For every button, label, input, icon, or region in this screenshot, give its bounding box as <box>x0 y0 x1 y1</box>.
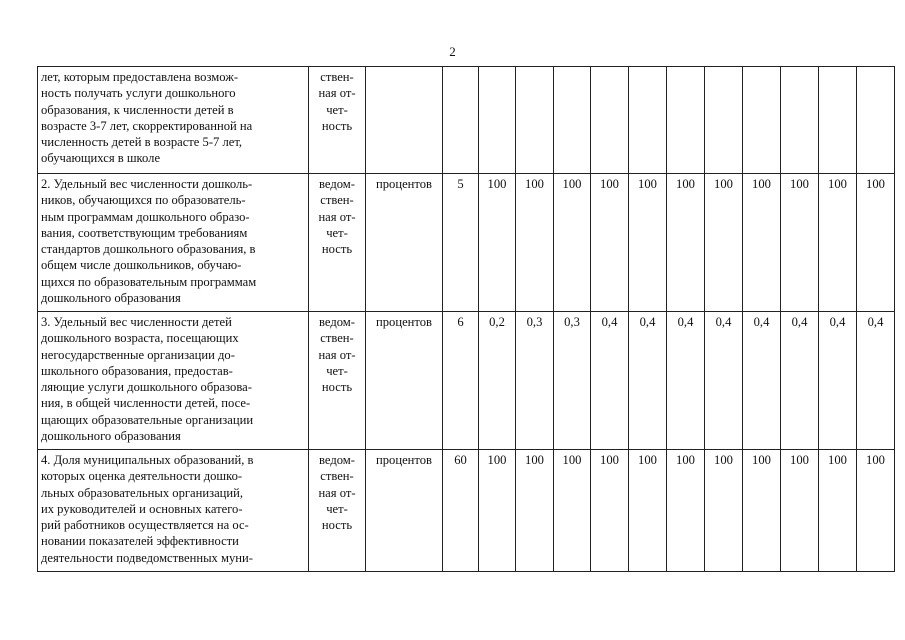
description-line: вания, соответствующим требованиям <box>41 225 248 240</box>
value-cell: 100 <box>781 174 819 312</box>
value-cell: 0,4 <box>591 312 629 450</box>
description-line: деятельности подведомственных муни- <box>41 550 253 565</box>
description-line: школьного образования, предостав- <box>41 363 233 378</box>
source-line: чет- <box>326 225 348 240</box>
source-line: ная от- <box>318 209 356 224</box>
source-line: ность <box>321 518 353 533</box>
source-line: ность <box>321 380 353 395</box>
value-cell <box>629 67 667 174</box>
description-line: новании показателей эффективности <box>41 534 239 549</box>
description-line: образования, к численности детей в <box>41 102 234 117</box>
source-line: ведом- <box>319 453 355 467</box>
value-cell: 100 <box>591 450 629 572</box>
value-cell <box>591 67 629 174</box>
source-line: ствен- <box>320 193 354 208</box>
value-cell: 100 <box>705 174 743 312</box>
source-line: чет- <box>326 363 348 378</box>
description-line: негосударственные организации до- <box>41 347 235 362</box>
indicator-description-cell <box>38 174 309 312</box>
value-cell <box>857 67 895 174</box>
source-line: ная от- <box>318 347 356 362</box>
description-line: дошкольного возраста, посещающих <box>41 331 239 346</box>
value-cell: 0,4 <box>743 312 781 450</box>
value-cell <box>479 67 516 174</box>
value-cell <box>743 67 781 174</box>
indicator-description-cell <box>38 312 309 450</box>
value-cell: 100 <box>591 174 629 312</box>
table-row <box>38 312 895 450</box>
description-line: ников, обучающихся по образователь- <box>41 193 246 208</box>
indicator-description-cell <box>38 67 309 174</box>
source-line: ность <box>321 118 353 133</box>
data-source-cell <box>309 67 366 174</box>
description-line: общем числе дошкольников, обучаю- <box>41 258 242 273</box>
value-cell: 0,4 <box>629 312 667 450</box>
unit-cell: процентов <box>366 174 443 312</box>
value-cell: 5 <box>443 174 479 312</box>
data-source-cell <box>309 450 366 572</box>
value-cell: 100 <box>667 174 705 312</box>
unit-cell: процентов <box>366 312 443 450</box>
description-line: дошкольного образования <box>41 429 181 444</box>
value-cell: 6 <box>443 312 479 450</box>
description-line: стандартов дошкольного образования, в <box>41 242 256 257</box>
value-cell: 0,4 <box>781 312 819 450</box>
source-line: ведом- <box>319 315 355 329</box>
description-line: 4. Доля муниципальных образований, в <box>41 453 254 467</box>
value-cell: 100 <box>667 450 705 572</box>
data-source-cell <box>309 312 366 450</box>
description-line: ным программам дошкольного образо- <box>41 209 250 224</box>
unit-cell <box>366 67 443 174</box>
value-cell: 100 <box>554 450 591 572</box>
value-cell: 100 <box>479 450 516 572</box>
description-line: щающих образовательные организации <box>41 412 254 427</box>
indicator-description-cell <box>38 450 309 572</box>
description-line: щихся по образовательным программам <box>41 274 257 289</box>
value-cell: 0,4 <box>667 312 705 450</box>
table-row <box>38 174 895 312</box>
value-cell <box>554 67 591 174</box>
description-line: их руководителей и основных катего- <box>41 501 243 516</box>
value-cell: 60 <box>443 450 479 572</box>
value-cell: 100 <box>516 174 554 312</box>
source-line: ная от- <box>318 485 356 500</box>
description-line: которых оценка деятельности дошко- <box>41 469 243 484</box>
value-cell: 100 <box>857 450 895 572</box>
source-line: ность <box>321 242 353 257</box>
source-line: ствен- <box>320 469 354 484</box>
value-cell: 100 <box>743 174 781 312</box>
description-line: ния, в общей численности детей, посе- <box>41 396 251 411</box>
value-cell: 100 <box>781 450 819 572</box>
value-cell: 0,4 <box>705 312 743 450</box>
source-line: чет- <box>326 102 348 117</box>
description-line: рий работников осуществляется на ос- <box>41 518 249 533</box>
value-cell <box>819 67 857 174</box>
value-cell: 0,2 <box>479 312 516 450</box>
description-line: численность детей в возрасте 5-7 лет, <box>41 135 243 150</box>
value-cell: 100 <box>629 450 667 572</box>
description-line: 3. Удельный вес численности детей <box>41 315 232 329</box>
value-cell: 100 <box>516 450 554 572</box>
description-line: возрасте 3-7 лет, скорректированной на <box>41 118 253 133</box>
table-row <box>38 450 895 572</box>
table-row <box>38 67 895 174</box>
value-cell: 100 <box>479 174 516 312</box>
value-cell: 0,3 <box>554 312 591 450</box>
value-cell: 100 <box>819 174 857 312</box>
value-cell <box>705 67 743 174</box>
value-cell <box>781 67 819 174</box>
value-cell: 100 <box>554 174 591 312</box>
description-line: ность получать услуги дошкольного <box>41 86 236 101</box>
value-cell: 100 <box>819 450 857 572</box>
value-cell: 0,4 <box>857 312 895 450</box>
page-number: 2 <box>449 44 456 59</box>
source-line: ведом- <box>319 177 355 191</box>
description-line: 2. Удельный вес численности дошколь- <box>41 177 253 191</box>
source-line: чет- <box>326 501 348 516</box>
description-line: ляющие услуги дошкольного образова- <box>41 380 252 395</box>
value-cell <box>516 67 554 174</box>
source-line: ствен- <box>320 331 354 346</box>
description-line: льных образовательных организаций, <box>41 485 244 500</box>
data-source-cell <box>309 174 366 312</box>
value-cell <box>443 67 479 174</box>
source-line: ная от- <box>318 86 356 101</box>
value-cell: 100 <box>705 450 743 572</box>
value-cell: 0,4 <box>819 312 857 450</box>
indicators-table <box>37 66 895 572</box>
source-line: ствен- <box>320 70 354 84</box>
value-cell: 100 <box>743 450 781 572</box>
description-line: обучающихся в школе <box>41 151 161 166</box>
value-cell <box>667 67 705 174</box>
value-cell: 100 <box>629 174 667 312</box>
value-cell: 100 <box>857 174 895 312</box>
value-cell: 0,3 <box>516 312 554 450</box>
description-line: дошкольного образования <box>41 291 181 306</box>
description-line: лет, которым предоставлена возмож- <box>41 70 239 84</box>
unit-cell: процентов <box>366 450 443 572</box>
